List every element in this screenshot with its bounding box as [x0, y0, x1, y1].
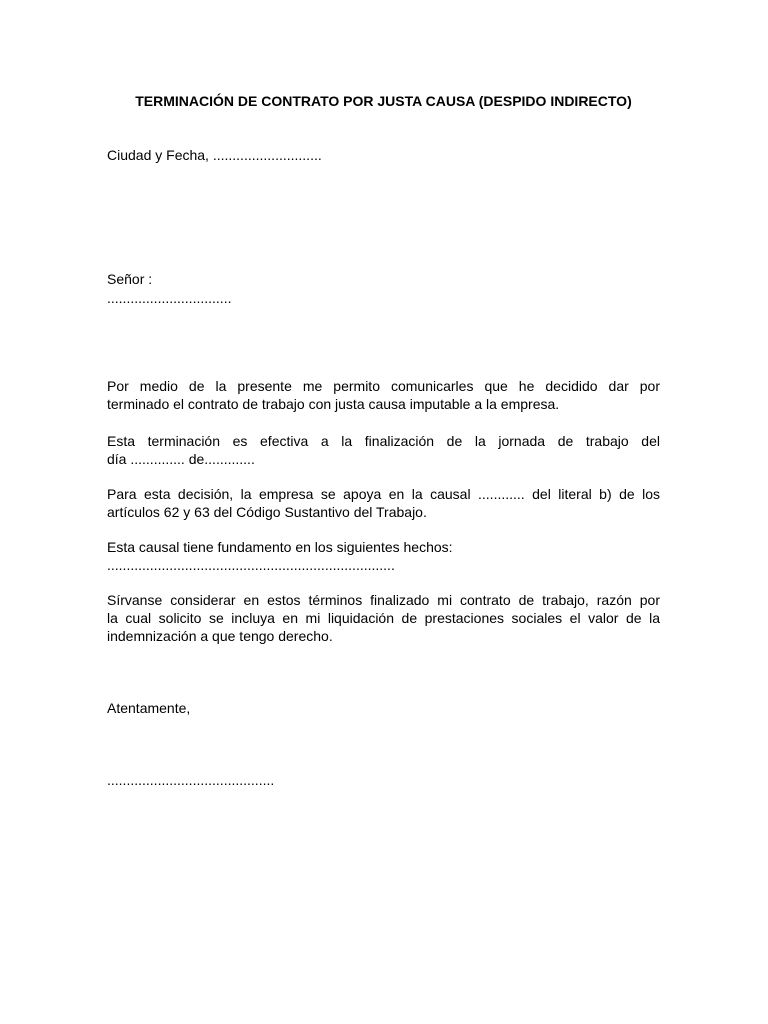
- paragraph-request: [107, 591, 660, 645]
- signature-blank: ...........................................: [107, 772, 275, 788]
- paragraph-line: día .............. de.............: [107, 451, 255, 467]
- paragraph-line: Sírvanse considerar en estos términos finalizado mi contrato de trabajo, razón por: [107, 592, 660, 608]
- paragraph-line: indemnización a que tengo derecho.: [107, 628, 333, 644]
- paragraph-decision: [107, 377, 660, 413]
- closing-line: Atentamente,: [107, 700, 191, 716]
- paragraph-line: Esta terminación es efectiva a la finalización de la jornada de trabajo del: [107, 433, 660, 449]
- document-page: [107, 0, 660, 1024]
- paragraph-facts: [107, 538, 660, 574]
- paragraph-line: Por medio de la presente me permito comunicarles que he decidido dar por: [107, 378, 660, 394]
- paragraph-line: Esta causal tiene fundamento en los siguientes hechos:: [107, 539, 453, 555]
- paragraph-effective-date: [107, 432, 660, 468]
- paragraph-line: la cual solicito se incluya en mi liquidación de prestaciones sociales el valor de la: [107, 610, 660, 626]
- paragraph-line: terminado el contrato de trabajo con justa causa imputable a la empresa.: [107, 396, 560, 412]
- addressee-blank: ................................: [107, 290, 232, 306]
- paragraph-legal-basis: [107, 485, 660, 521]
- paragraph-line: artículos 62 y 63 del Código Sustantivo del Trabajo.: [107, 504, 427, 520]
- addressee-label: Señor :: [107, 271, 153, 287]
- paragraph-line: Para esta decisión, la empresa se apoya en la causal ............ del literal b) de los: [107, 486, 660, 502]
- facts-blank: ..........................................................................: [107, 557, 395, 573]
- document-title: TERMINACIÓN DE CONTRATO POR JUSTA CAUSA (DESPIDO INDIRECTO): [135, 93, 632, 109]
- city-date-line: Ciudad y Fecha, ............................: [107, 147, 322, 163]
